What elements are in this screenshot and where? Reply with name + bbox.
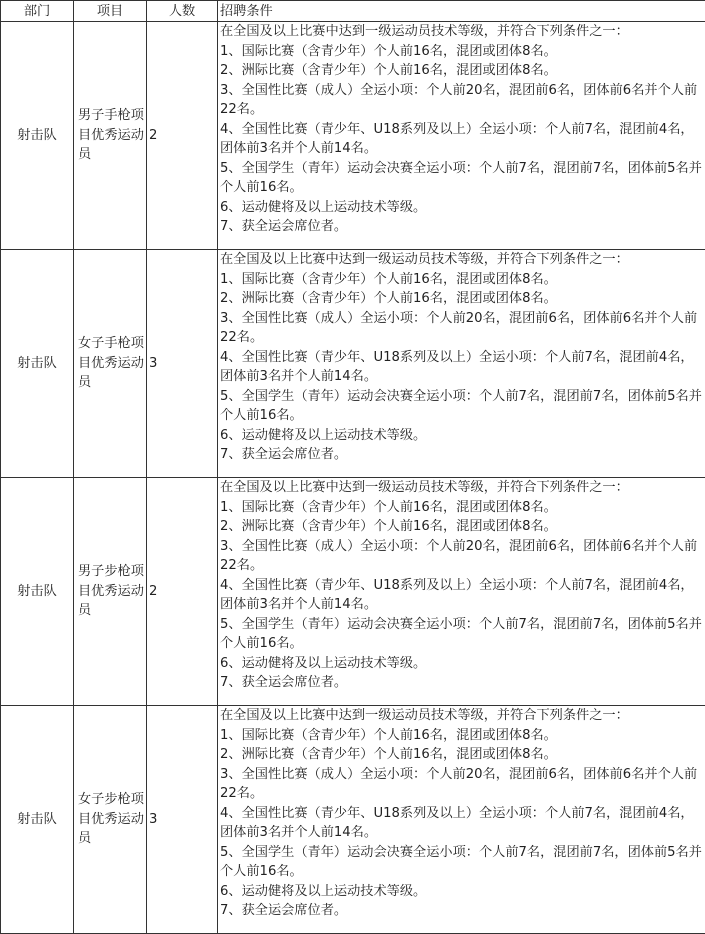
table-row [1,250,705,478]
item-cell: 男子步枪项目优秀运动员 [74,478,147,706]
condition-line: 2、洲际比赛（含青少年）个人前16名，混团或团体8名。 [220,519,557,534]
condition-line: 1、国际比赛（含青少年）个人前16名，混团或团体8名。 [220,271,557,287]
header-conditions: 招聘条件 [218,1,705,22]
header-count: 人数 [147,1,218,22]
table-row [1,478,705,706]
condition-line: 3、全国性比赛（成人）全运小项：个人前20名，混团前6名，团体前6名并个人前22名。 [220,310,698,345]
header-row [1,1,705,22]
count-cell: 3 [147,250,218,478]
dept-cell: 射击队 [1,478,74,706]
conditions-cell [218,478,705,706]
condition-line: 4、全国性比赛（青少年、U18系列及以上）全运小项：个人前7名，混团前4名，团体前3名并个人前14名。 [220,121,694,156]
table-row [1,22,705,250]
condition-line: 7、获全运会席位者。 [220,675,348,690]
count-cell: 2 [147,22,218,250]
condition-line: 2、洲际比赛（含青少年）个人前16名，混团或团体8名。 [220,291,557,306]
table-row [1,706,705,934]
conditions-cell [218,22,705,250]
header-dept: 部门 [1,1,74,22]
condition-intro: 在全国及以上比赛中达到一级运动员技术等级，并符合下列条件之一： [220,252,629,267]
dept-cell: 射击队 [1,22,74,250]
header-item: 项目 [74,1,147,22]
condition-intro: 在全国及以上比赛中达到一级运动员技术等级，并符合下列条件之一： [220,24,629,39]
condition-line: 3、全国性比赛（成人）全运小项：个人前20名，混团前6名，团体前6名并个人前22名。 [220,538,698,573]
conditions-cell [218,250,705,478]
condition-line: 5、全国学生（青年）运动会决赛全运小项：个人前7名，混团前7名，团体前5名并个人前16名。 [220,616,702,651]
condition-line: 6、运动健将及以上运动技术等级。 [220,427,427,443]
condition-line: 7、获全运会席位者。 [220,219,348,234]
count-cell: 2 [147,478,218,706]
dept-cell: 射击队 [1,706,74,934]
condition-line: 4、全国性比赛（青少年、U18系列及以上）全运小项：个人前7名，混团前4名，团体前3名并个人前14名。 [220,805,694,840]
condition-line: 3、全国性比赛（成人）全运小项：个人前20名，混团前6名，团体前6名并个人前22名。 [220,82,698,117]
dept-cell: 射击队 [1,250,74,478]
item-cell: 女子步枪项目优秀运动员 [74,706,147,934]
condition-intro: 在全国及以上比赛中达到一级运动员技术等级，并符合下列条件之一： [220,708,629,723]
condition-line: 6、运动健将及以上运动技术等级。 [220,655,427,671]
conditions-cell [218,706,705,934]
condition-line: 5、全国学生（青年）运动会决赛全运小项：个人前7名，混团前7名，团体前5名并个人前16名。 [220,160,702,195]
condition-line: 7、获全运会席位者。 [220,903,348,918]
condition-line: 2、洲际比赛（含青少年）个人前16名，混团或团体8名。 [220,747,557,762]
condition-line: 1、国际比赛（含青少年）个人前16名，混团或团体8名。 [220,727,557,743]
item-cell: 男子手枪项目优秀运动员 [74,22,147,250]
condition-line: 4、全国性比赛（青少年、U18系列及以上）全运小项：个人前7名，混团前4名，团体前3名并个人前14名。 [220,577,694,612]
condition-line: 4、全国性比赛（青少年、U18系列及以上）全运小项：个人前7名，混团前4名，团体前3名并个人前14名。 [220,349,694,384]
item-cell: 女子手枪项目优秀运动员 [74,250,147,478]
condition-line: 5、全国学生（青年）运动会决赛全运小项：个人前7名，混团前7名，团体前5名并个人前16名。 [220,844,702,879]
condition-line: 7、获全运会席位者。 [220,447,348,462]
condition-line: 3、全国性比赛（成人）全运小项：个人前20名，混团前6名，团体前6名并个人前22名。 [220,766,698,801]
condition-line: 2、洲际比赛（含青少年）个人前16名，混团或团体8名。 [220,63,557,78]
condition-line: 6、运动健将及以上运动技术等级。 [220,883,427,899]
condition-line: 1、国际比赛（含青少年）个人前16名，混团或团体8名。 [220,499,557,515]
condition-line: 1、国际比赛（含青少年）个人前16名，混团或团体8名。 [220,43,557,59]
condition-line: 6、运动健将及以上运动技术等级。 [220,199,427,215]
condition-line: 5、全国学生（青年）运动会决赛全运小项：个人前7名，混团前7名，团体前5名并个人前16名。 [220,388,702,423]
count-cell: 3 [147,706,218,934]
condition-intro: 在全国及以上比赛中达到一级运动员技术等级，并符合下列条件之一： [220,480,629,495]
